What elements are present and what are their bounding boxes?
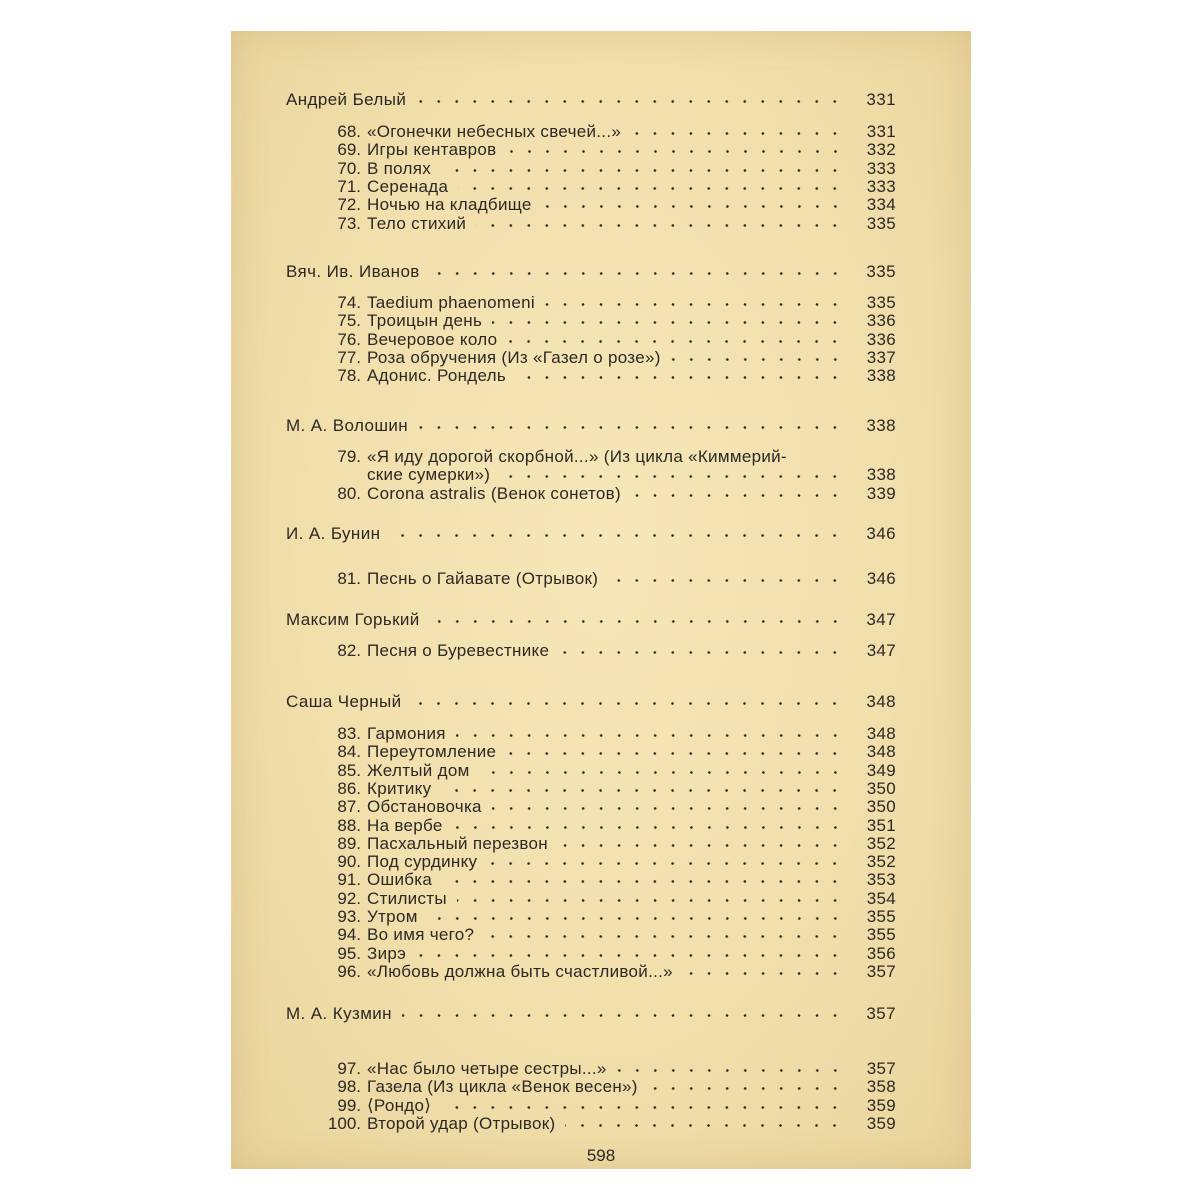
entry-title: Гармония <box>367 724 446 743</box>
entry-page-number: 353 <box>866 870 896 890</box>
entry-page-number: 355 <box>866 907 896 926</box>
entry-title: Во имя чего? <box>367 925 475 945</box>
entry-page-number: 357 <box>866 1059 896 1078</box>
dot-leader <box>484 935 844 938</box>
dot-leader <box>441 789 844 792</box>
dot-leader <box>430 620 844 623</box>
dot-leader <box>457 899 844 902</box>
dot-leader <box>507 340 844 343</box>
entry-title: Вечеровое коло <box>367 329 498 349</box>
author-page-number: 347 <box>866 610 896 629</box>
entry-number: 70. <box>337 158 361 178</box>
author-page-number: 338 <box>866 416 896 435</box>
dot-leader <box>456 734 844 737</box>
entry-page-number: 348 <box>866 724 896 743</box>
dot-leader <box>411 702 844 705</box>
dot-leader <box>516 376 844 379</box>
entry-number: 68. <box>337 122 361 141</box>
entry-number: 92. <box>337 888 361 908</box>
dot-leader <box>492 807 844 810</box>
dot-leader <box>428 917 844 920</box>
entry-page-number: 336 <box>866 311 896 331</box>
entry-page-number: 355 <box>866 925 896 945</box>
entry-page-number: 352 <box>866 852 896 872</box>
dot-leader <box>416 100 844 103</box>
entry-number: 96. <box>337 961 361 981</box>
entry-number: 95. <box>337 943 361 963</box>
entry-page-number: 333 <box>866 158 896 178</box>
entry-number: 99. <box>337 1095 361 1115</box>
entry-title: «Любовь должна быть счастливой...» <box>367 961 673 981</box>
dot-leader <box>545 303 844 306</box>
entry-title: Ошибка <box>367 870 433 890</box>
author-page-number: 348 <box>866 692 896 711</box>
entry-title: На вербе <box>367 815 443 835</box>
entry-title: Тело стихий <box>367 213 467 233</box>
entry-title: Критику <box>367 778 432 798</box>
entry-page-number: 335 <box>866 213 896 233</box>
entry-title: Серенада <box>367 176 449 196</box>
dot-leader <box>441 169 844 172</box>
entry-title: ские сумерки») <box>367 465 491 485</box>
entry-title: Желтый дом <box>367 760 470 780</box>
entry-title: Corona astralis (Венок сонетов) <box>367 483 621 503</box>
entry-title: Под сурдинку <box>367 852 478 872</box>
author-name: Саша Черный <box>286 692 402 711</box>
entry-title: Газела (Из цикла «Венок весен») <box>367 1077 638 1097</box>
entry-number: 76. <box>337 329 361 349</box>
entry-page-number: 359 <box>866 1113 896 1133</box>
entry-number: 78. <box>337 366 361 386</box>
book-page <box>231 31 971 1169</box>
dot-leader <box>402 1014 844 1017</box>
entry-title: Адонис. Рондель <box>367 366 507 386</box>
entry-title: Зирэ <box>367 943 407 963</box>
entry-number: 73. <box>337 213 361 233</box>
entry-page-number: 331 <box>866 122 896 141</box>
entry-number: 98. <box>337 1077 361 1097</box>
entry-page-number: 335 <box>866 293 896 312</box>
entry-title: ⟨Рондо⟩ <box>367 1095 432 1115</box>
dot-leader <box>480 771 844 774</box>
author-name: Андрей Белый <box>286 90 407 109</box>
dot-leader <box>631 494 844 497</box>
entry-page-number: 359 <box>866 1095 896 1115</box>
dot-leader <box>565 1124 844 1127</box>
entry-number: 69. <box>337 140 361 160</box>
entry-page-number: 351 <box>866 815 896 835</box>
page-number-footer: 598 <box>586 1146 616 1165</box>
entry-number: 97. <box>337 1059 361 1078</box>
entry-title: Игры кентавров <box>367 140 497 160</box>
entry-page-number: 352 <box>866 833 896 853</box>
entry-number: 75. <box>337 311 361 331</box>
entry-number: 84. <box>337 742 361 762</box>
entry-page-number: 348 <box>866 742 896 762</box>
dot-leader <box>418 426 844 429</box>
dot-leader <box>476 224 844 227</box>
author-page-number: 335 <box>866 262 896 281</box>
entry-number: 86. <box>337 778 361 798</box>
author-name: М. А. Волошин <box>286 416 409 435</box>
entry-number: 82. <box>337 641 361 660</box>
dot-leader <box>558 844 844 847</box>
author-name: Вяч. Ив. Иванов <box>286 262 420 281</box>
entry-page-number: 347 <box>866 641 896 660</box>
entry-page-number: 358 <box>866 1077 896 1097</box>
dot-leader <box>492 321 844 324</box>
dot-leader <box>542 205 844 208</box>
author-name: Максим Горький <box>286 610 420 629</box>
entry-number: 83. <box>337 724 361 743</box>
entry-number: 77. <box>337 347 361 367</box>
entry-number: 81. <box>337 569 361 588</box>
entry-page-number: 350 <box>866 797 896 817</box>
entry-title: Обстановочка <box>367 797 482 817</box>
author-page-number: 357 <box>866 1004 896 1023</box>
dot-leader <box>559 651 844 654</box>
entry-number: 87. <box>337 797 361 817</box>
dot-leader <box>458 187 844 190</box>
dot-leader <box>500 475 844 478</box>
entry-title: Роза обручения (Из «Газел о розе») <box>367 347 661 367</box>
dot-leader <box>507 150 844 153</box>
entry-page-number: 349 <box>866 760 896 780</box>
entry-title: Троицын день <box>367 311 483 331</box>
entry-number: 91. <box>337 870 361 890</box>
dot-leader <box>453 826 844 829</box>
entry-number: 100. <box>327 1113 361 1133</box>
entry-number: 74. <box>337 293 361 312</box>
entry-title: Ночью на кладбище <box>367 195 532 215</box>
entry-number: 72. <box>337 195 361 215</box>
entry-title: Второй удар (Отрывок) <box>367 1113 556 1133</box>
entry-page-number: 333 <box>866 176 896 196</box>
entry-number: 89. <box>337 833 361 853</box>
entry-page-number: 350 <box>866 778 896 798</box>
dot-leader <box>617 1069 844 1072</box>
entry-title: Песня о Буревестнике <box>367 641 550 660</box>
entry-page-number: 357 <box>866 961 896 981</box>
entry-number: 79. <box>337 447 361 466</box>
entry-title: Переутомление <box>367 742 497 762</box>
dot-leader <box>442 880 844 883</box>
entry-page-number: 339 <box>866 483 896 503</box>
entry-page-number: 354 <box>866 888 896 908</box>
dot-leader <box>671 358 844 361</box>
entry-number: 88. <box>337 815 361 835</box>
author-name: И. А. Бунин <box>286 524 381 543</box>
author-page-number: 331 <box>866 90 896 109</box>
dot-leader <box>506 752 844 755</box>
author-name: М. А. Кузмин <box>286 1004 392 1023</box>
author-page-number: 346 <box>866 524 896 543</box>
dot-leader <box>441 1106 844 1109</box>
entry-number: 71. <box>337 176 361 196</box>
dot-leader <box>648 1087 844 1090</box>
entry-page-number: 346 <box>866 569 896 588</box>
entry-number: 85. <box>337 760 361 780</box>
entry-number: 94. <box>337 925 361 945</box>
entry-page-number: 336 <box>866 329 896 349</box>
entry-title: В полях <box>367 158 432 178</box>
entry-title: «Я иду дорогой скорбной...» (Из цикла «Киммерий- <box>367 447 787 466</box>
entry-page-number: 338 <box>866 366 896 386</box>
entry-number: 90. <box>337 852 361 872</box>
entry-page-number: 338 <box>866 465 896 485</box>
entry-page-number: 334 <box>866 195 896 215</box>
entry-number: 80. <box>337 483 361 503</box>
dot-leader <box>608 579 844 582</box>
entry-number: 93. <box>337 907 361 926</box>
entry-title: «Нас было четыре сестры...» <box>367 1059 607 1078</box>
entry-title: «Огонечки небесных свечей...» <box>367 122 622 141</box>
dot-leader <box>416 954 844 957</box>
dot-leader <box>390 534 844 537</box>
entry-title: Песнь о Гайавате (Отрывок) <box>367 569 599 588</box>
dot-leader <box>430 272 844 275</box>
dot-leader <box>487 862 844 865</box>
entry-page-number: 356 <box>866 943 896 963</box>
entry-page-number: 337 <box>866 347 896 367</box>
dot-leader <box>631 132 844 135</box>
entry-title: Утром <box>367 907 418 926</box>
dot-leader <box>683 972 844 975</box>
entry-title: Стилисты <box>367 888 447 908</box>
entry-title: Taedium phaenomeni <box>367 293 535 312</box>
entry-title: Пасхальный перезвон <box>367 833 548 853</box>
entry-page-number: 332 <box>866 140 896 160</box>
